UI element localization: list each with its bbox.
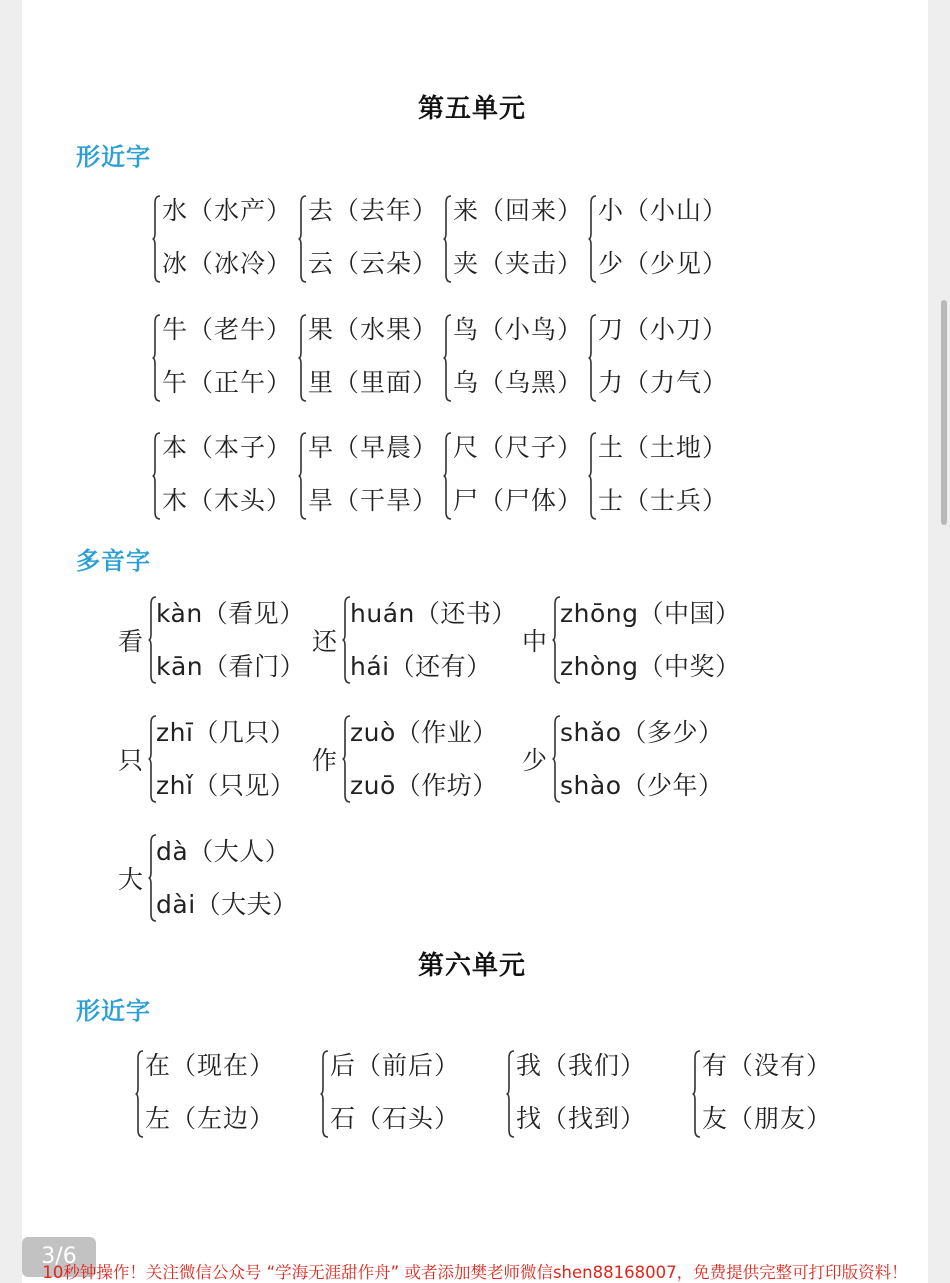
reading-line: kàn（看见） [156,599,305,628]
reading-line: zhōng（中国） [560,599,741,628]
polyphone-char: 中 [522,627,548,656]
similar-pair [443,310,593,420]
word-line: 尺（尺子） [453,433,584,462]
polyphone-char: 作 [312,746,338,775]
polyphone-group [522,713,742,823]
word-line: 早（早晨） [308,433,439,462]
similar-pair [443,191,593,301]
similar-pair [152,428,302,538]
word-line: 乌（乌黑） [453,368,584,397]
similar-pair [298,310,448,420]
word-line: 我（我们） [516,1051,647,1080]
word-line: 来（回来） [453,196,584,225]
reading-line: zhī（几只） [156,718,296,747]
brace-icon [152,432,161,520]
brace-icon [588,195,597,283]
brace-icon [692,1050,701,1138]
word-line: 里（里面） [308,368,439,397]
word-line: 土（土地） [598,433,729,462]
brace-icon [135,1050,144,1138]
unit-5-poly-label: 多音字 [76,547,151,575]
polyphone-group [118,713,338,823]
word-line: 左（左边） [145,1104,276,1133]
word-line: 云（云朵） [308,249,439,278]
reading-line: kān（看门） [156,652,306,681]
word-line: 小（小山） [598,196,729,225]
polyphone-char: 大 [118,865,144,894]
word-line: 冰（冰冷） [162,249,293,278]
brace-icon [152,195,161,283]
word-line: 有（没有） [702,1051,833,1080]
word-line: 尸（尸体） [453,486,584,515]
reading-line: zuō（作坊） [350,771,498,800]
similar-pair [320,1046,470,1156]
word-line: 木（木头） [162,486,293,515]
word-line: 牛（老牛） [162,315,293,344]
footer-note: 10秒钟操作！关注微信公众号 “学海无涯甜作舟” 或者添加樊老师微信shen88168007，免费提供完整可打印版资料！ [42,1263,908,1282]
word-line: 本（本子） [162,433,293,462]
scrollbar[interactable] [941,300,947,525]
brace-icon [443,314,452,402]
brace-icon [506,1050,515,1138]
polyphone-char: 还 [312,627,338,656]
word-line: 后（前后） [330,1051,461,1080]
similar-pair [152,191,302,301]
word-line: 旱（干旱） [308,486,439,515]
polyphone-group [312,713,532,823]
similar-pair [588,191,738,301]
brace-icon [588,432,597,520]
brace-icon [152,314,161,402]
polyphone-char: 只 [118,746,144,775]
word-line: 水（水产） [162,196,293,225]
polyphone-group [118,832,338,942]
word-line: 找（找到） [516,1104,647,1133]
unit-6-similar-label: 形近字 [76,997,151,1025]
similar-pair [135,1046,285,1156]
brace-icon [588,314,597,402]
similar-pair [588,428,738,538]
reading-line: zhǐ（只见） [156,771,296,800]
brace-icon [443,195,452,283]
word-line: 果（水果） [308,315,439,344]
unit-5-similar-label: 形近字 [76,143,151,171]
reading-line: hái（还有） [350,652,492,681]
reading-line: shào（少年） [560,771,724,800]
reading-line: shǎo（多少） [560,718,724,747]
similar-pair [692,1046,842,1156]
brace-icon [298,314,307,402]
document-page [22,0,928,1283]
similar-pair [506,1046,656,1156]
reading-line: zhòng（中奖） [560,652,741,681]
similar-pair [298,191,448,301]
reading-line: zuò（作业） [350,718,498,747]
word-line: 士（士兵） [598,486,729,515]
polyphone-char: 少 [522,746,548,775]
word-line: 鸟（小鸟） [453,315,584,344]
brace-icon [298,195,307,283]
similar-pair [588,310,738,420]
polyphone-group [118,594,338,704]
similar-pair [443,428,593,538]
word-line: 友（朋友） [702,1104,833,1133]
word-line: 午（正午） [162,368,293,397]
polyphone-group [522,594,742,704]
word-line: 石（石头） [330,1104,461,1133]
unit-5-title: 第五单元 [418,94,527,124]
similar-pair [152,310,302,420]
word-line: 夹（夹击） [453,249,584,278]
similar-pair [298,428,448,538]
word-line: 去（去年） [308,196,439,225]
reading-line: huán（还书） [350,599,517,628]
polyphone-char: 看 [118,627,144,656]
page-indicator: 3/6 [22,1237,96,1277]
unit-6-title: 第六单元 [418,951,527,981]
brace-icon [443,432,452,520]
reading-line: dà（大人） [156,837,291,866]
word-line: 力（力气） [598,368,729,397]
word-line: 少（少见） [598,249,729,278]
polyphone-group [312,594,532,704]
brace-icon [320,1050,329,1138]
word-line: 刀（小刀） [598,315,729,344]
word-line: 在（现在） [145,1051,276,1080]
brace-icon [298,432,307,520]
reading-line: dài（大夫） [156,890,298,919]
